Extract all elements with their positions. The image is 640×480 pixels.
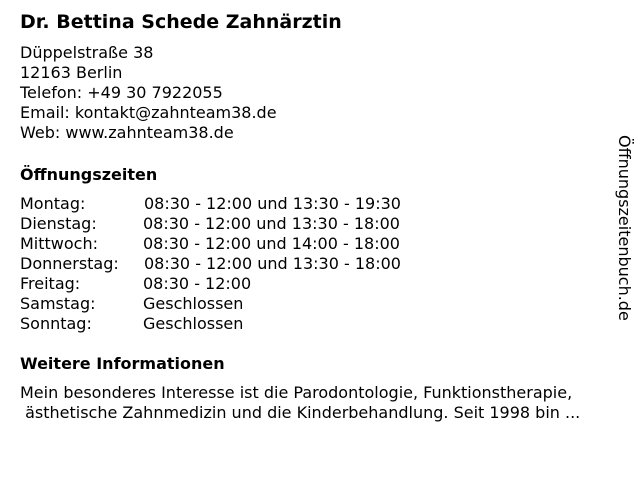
day-label: Donnerstag: (20, 254, 119, 273)
web-line: Web: www.zahnteam38.de (20, 123, 234, 142)
email-line: Email: kontakt@zahnteam38.de (20, 103, 277, 122)
site-watermark-text: Öffnungszeitenbuch.de (615, 135, 634, 321)
opening-hours-table (20, 194, 460, 334)
hours-row-wednesday (20, 234, 460, 254)
site-watermark (612, 135, 636, 365)
hours-row-sunday (20, 314, 460, 334)
day-hours: 08:30 - 12:00 und 13:30 - 18:00 (143, 214, 400, 233)
day-label: Mittwoch: (20, 234, 98, 253)
postal-city: 12163 Berlin (20, 63, 123, 82)
day-label: Freitag: (20, 274, 81, 293)
hours-row-tuesday (20, 214, 460, 234)
opening-hours-heading: Öffnungszeiten (20, 165, 158, 184)
day-hours: 08:30 - 12:00 und 13:30 - 19:30 (144, 194, 401, 213)
more-info-line: ästhetische Zahnmedizin und die Kinderbehandlung. Seit 1998 bin ... (20, 403, 581, 422)
hours-row-saturday (20, 294, 460, 314)
day-hours: Geschlossen (143, 314, 244, 333)
more-info-text (20, 383, 580, 423)
day-label: Samstag: (20, 294, 96, 313)
day-hours: 08:30 - 12:00 (143, 274, 252, 293)
day-hours: 08:30 - 12:00 und 13:30 - 18:00 (144, 254, 401, 273)
day-label: Sonntag: (20, 314, 92, 333)
day-hours: 08:30 - 12:00 und 14:00 - 18:00 (143, 234, 400, 253)
day-hours: Geschlossen (143, 294, 244, 313)
more-info-heading: Weitere Informationen (20, 354, 225, 373)
hours-row-friday (20, 274, 460, 294)
business-name: Dr. Bettina Schede Zahnärztin (20, 11, 342, 33)
street-address: Düppelstraße 38 (20, 43, 154, 62)
more-info-line: Mein besonderes Interesse ist die Parodontologie, Funktionstherapie, (20, 383, 573, 402)
phone-line: Telefon: +49 30 7922055 (20, 83, 223, 102)
hours-row-monday (20, 194, 460, 214)
business-contact (20, 43, 277, 143)
hours-row-thursday (20, 254, 460, 274)
day-label: Dienstag: (20, 214, 97, 233)
day-label: Montag: (20, 194, 86, 213)
